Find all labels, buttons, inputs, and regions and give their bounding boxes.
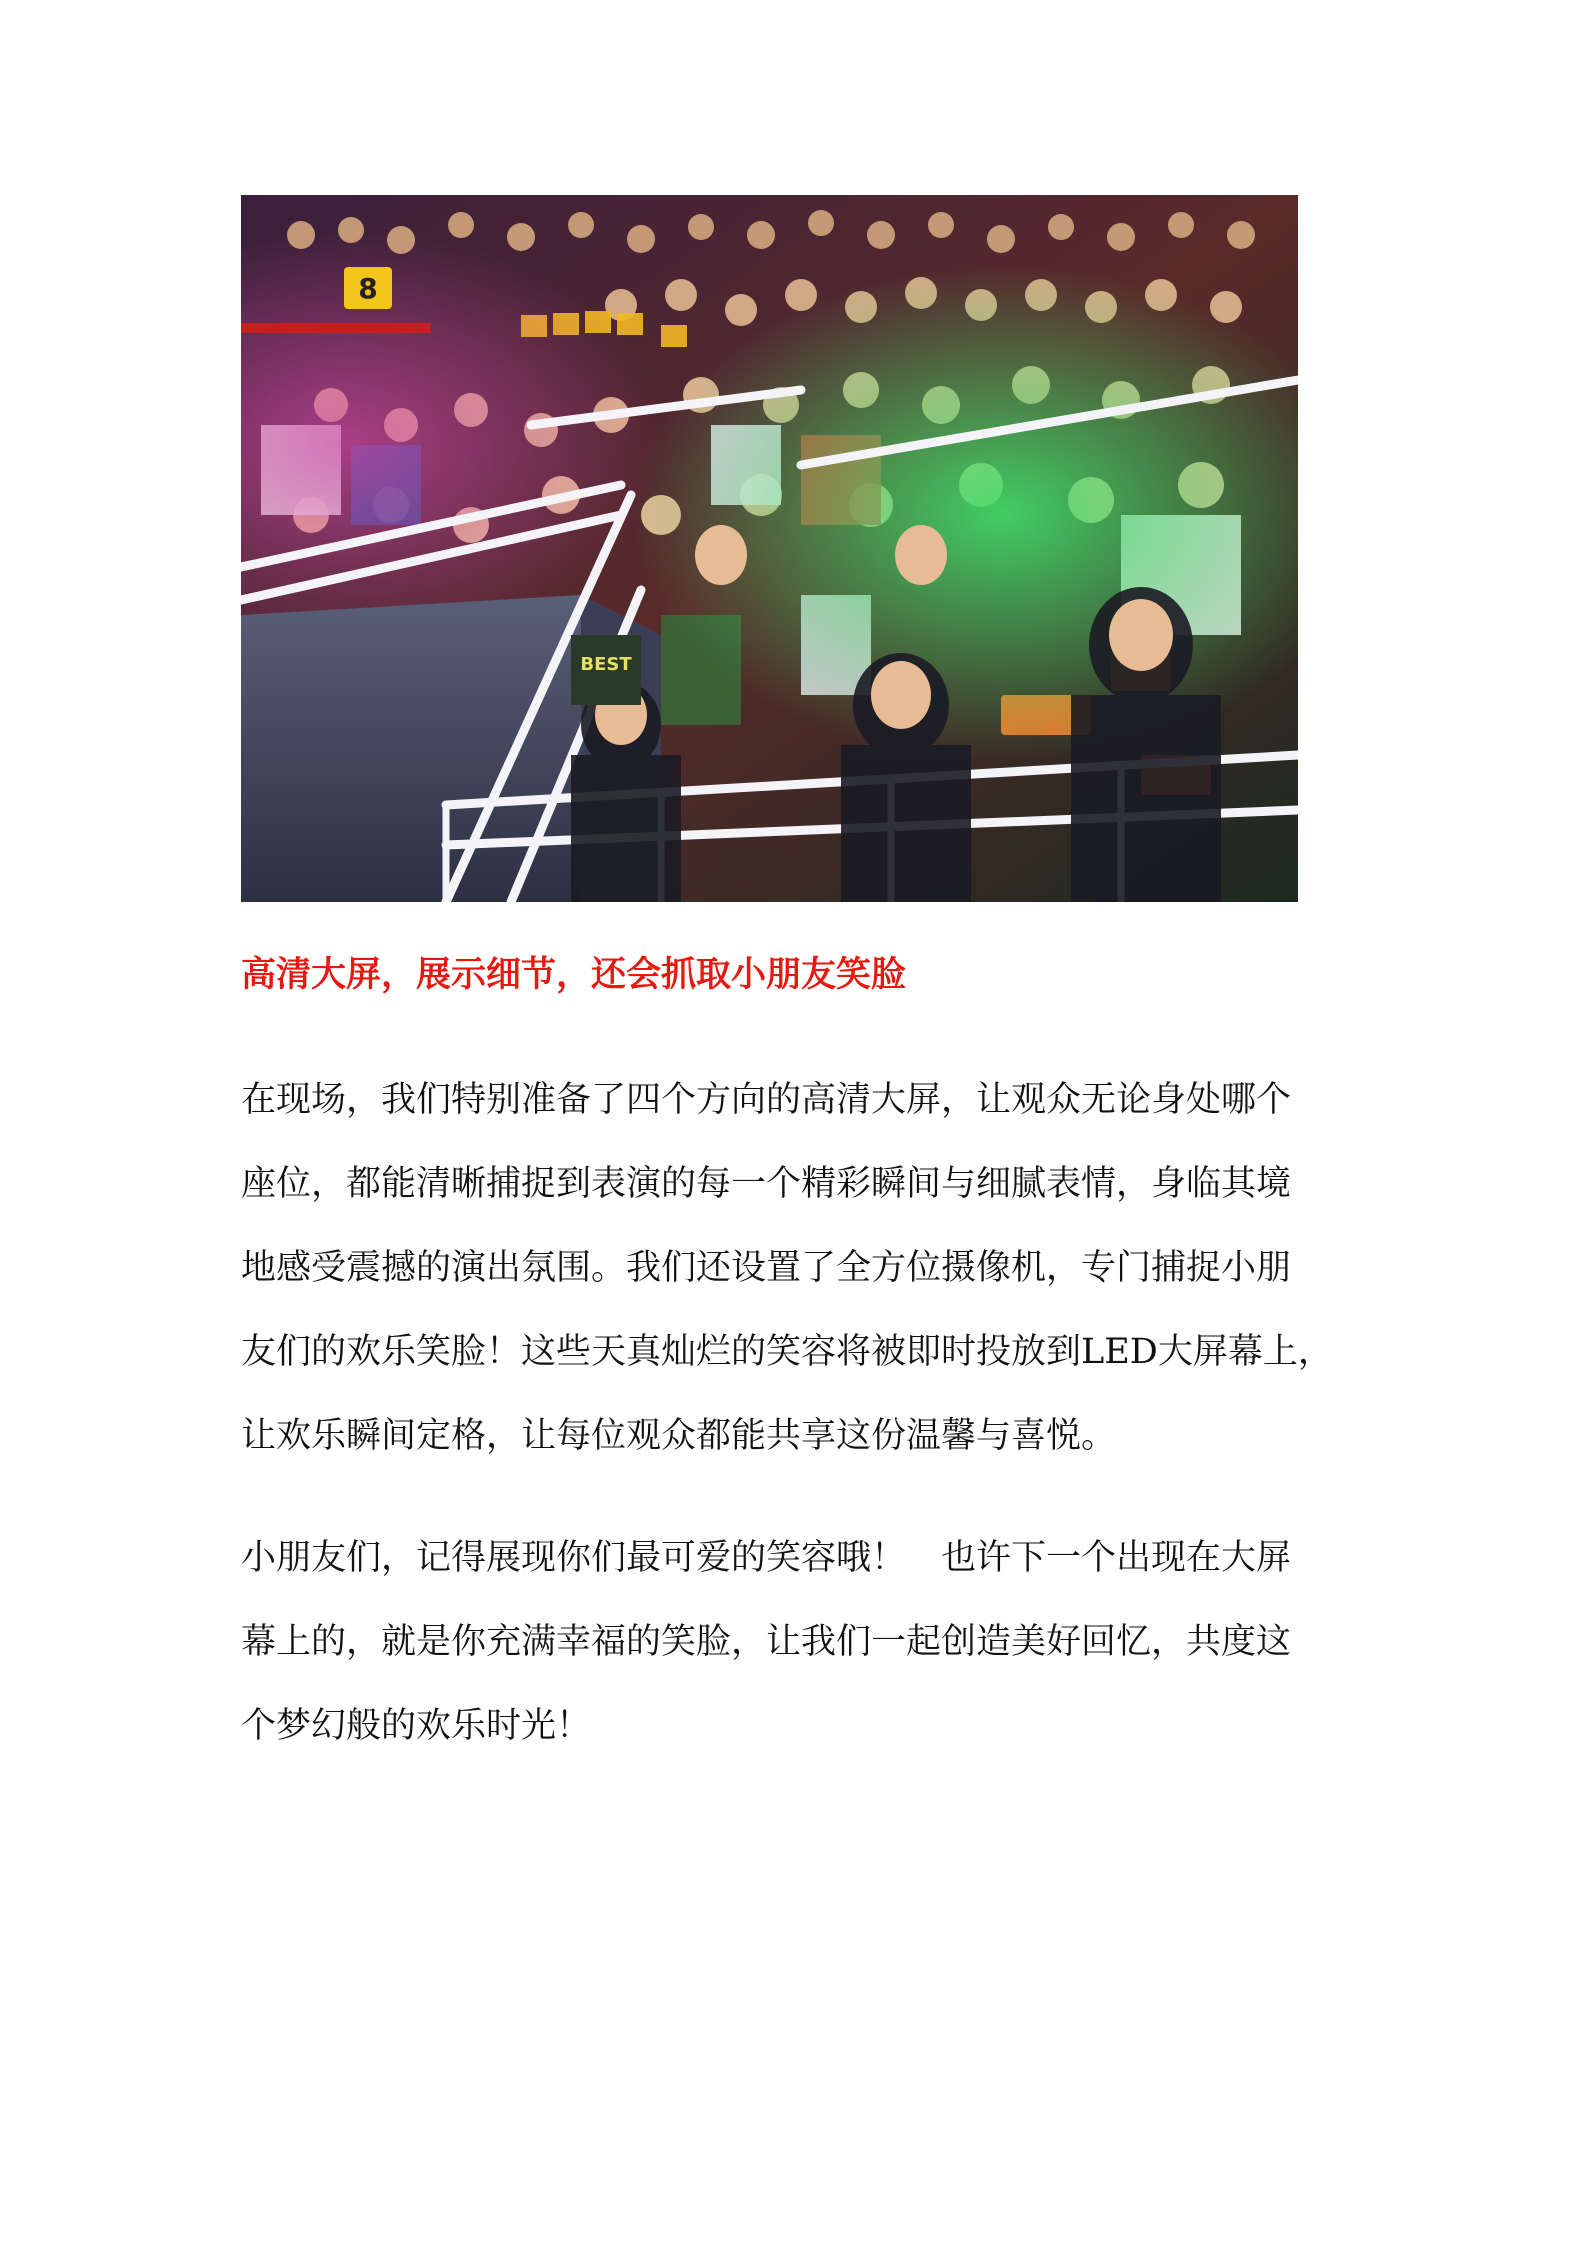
paragraph-1-line-2: 座位，都能清晰捕捉到表演的每一个精彩瞬间与细腻表情，身临其境: [241, 1164, 1292, 1204]
paragraph-1-line-4-text: 友们的欢乐笑脸！这些天真灿烂的笑容将被即时投放到: [241, 1332, 1082, 1372]
paragraph-1-line-4-tail: 大屏幕上，: [1157, 1332, 1333, 1372]
paragraph-1-line-5: 让欢乐瞬间定格，让每位观众都能共享这份温馨与喜悦。: [241, 1416, 1117, 1456]
led-term: LED: [1081, 1332, 1158, 1372]
paragraph-2-line-3: 个梦幻般的欢乐时光！: [241, 1706, 592, 1746]
crowd-photo: [241, 195, 1298, 902]
paragraph-1-line-3: 地感受震撼的演出氛围。我们还设置了全方位摄像机，专门捕捉小朋: [241, 1248, 1292, 1288]
paragraph-2-line-2: 幕上的，就是你充满幸福的笑脸，让我们一起创造美好回忆，共度这: [241, 1622, 1292, 1662]
paragraph-2: [241, 1516, 1361, 1768]
paragraph-2-line-1: 小朋友们，记得展现你们最可爱的笑容哦！ 也许下一个出现在大屏: [241, 1538, 1292, 1578]
paragraph-1-line-4: [241, 1310, 1361, 1394]
paragraph-1-line-1: 在现场，我们特别准备了四个方向的高清大屏，让观众无论身处哪个: [241, 1080, 1292, 1120]
section-headline: 高清大屏，展示细节，还会抓取小朋友笑脸: [241, 955, 907, 995]
paragraph-1: [241, 1058, 1361, 1478]
seat-sign-label: 8: [358, 272, 378, 305]
shirt-text: BEST: [580, 654, 632, 675]
crowd-photo-illustration: [241, 195, 1298, 902]
